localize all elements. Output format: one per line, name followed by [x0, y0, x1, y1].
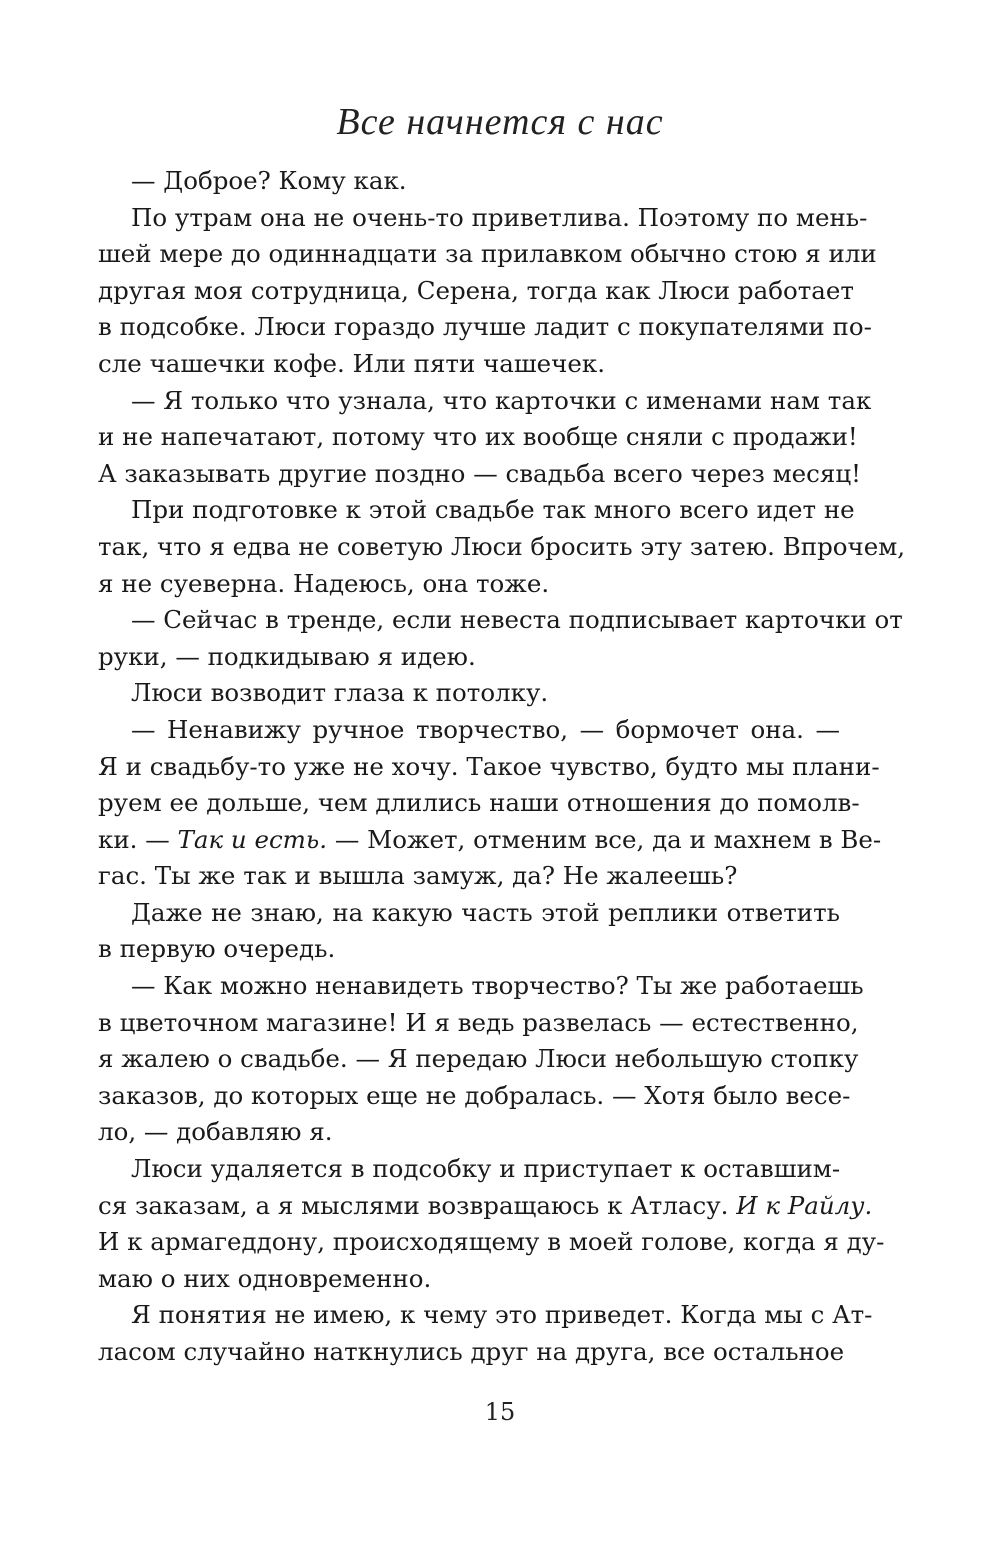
text-line: По утрам она не очень-то приветлива. Поэтому по мень- — [131, 202, 868, 232]
text-run: маю о них одновременно. — [98, 1263, 432, 1293]
text-line: Даже не знаю, на какую часть этой реплики ответить — [131, 897, 840, 927]
text-line: — Ненавижу ручное творчество, — бормочет она. — — [131, 714, 840, 744]
italic-text-run: Так и есть. — [177, 824, 328, 854]
text-line: я жалею о свадьбе. — Я передаю Люси небольшую стопку — [98, 1044, 859, 1074]
text-line: другая моя сотрудница, Серена, тогда как Люси работает — [98, 275, 854, 305]
paragraph — [98, 602, 903, 675]
text-line: шей мере до одиннадцати за прилавком обычно стою я или — [98, 239, 877, 269]
text-run: гас. Ты же так и вышла замуж, да? Не жалеешь? — [98, 861, 738, 891]
text-line: Я и свадьбу-то уже не хочу. Такое чувство, будто мы плани- — [98, 751, 880, 781]
paragraph — [98, 163, 840, 200]
text-line: — Сейчас в тренде, если невеста подписывает карточки от — [131, 605, 903, 635]
text-line — [98, 858, 840, 895]
text-run: — Может, отменим все, да и махнем в Ве- — [327, 824, 882, 854]
text-line: — Я только что узнала, что карточки с именами нам так — [131, 385, 872, 415]
text-line: При подготовке к этой свадьбе так много всего идет не — [131, 495, 855, 525]
paragraph — [98, 1297, 873, 1370]
text-line: Люси возводит глаза к потолку. — [131, 678, 549, 708]
text-line — [98, 1188, 873, 1225]
text-run: И к армагеддону, происходящему в моей голове, когда я ду- — [98, 1227, 885, 1257]
text-line: сле чашечки кофе. Или пяти чашечек. — [98, 348, 605, 378]
text-line: я не суеверна. Надеюсь, она тоже. — [98, 568, 550, 598]
text-line: ласом случайно наткнулись друг на друга, все остальное — [98, 1337, 845, 1366]
text-run: ся заказам, а я мыслями возвращаюсь к Атласу. — [98, 1190, 737, 1220]
text-line: ло, — добавляю я. — [98, 1117, 333, 1147]
running-header: Все начнется с нас — [336, 101, 664, 143]
paragraph — [98, 968, 864, 1151]
text-line: в первую очередь. — [98, 934, 336, 964]
italic-text-run: И к Райлу. — [736, 1190, 873, 1220]
paragraph — [98, 675, 840, 712]
text-line — [98, 1224, 885, 1261]
text-run: Люси удаляется в подсобку и приступает к оставшим- — [131, 1154, 841, 1184]
text-line: — Как можно ненавидеть творчество? Ты же работаешь — [131, 971, 864, 1001]
text-line: Я понятия не имею, к чему это приведет. Когда мы с Ат- — [131, 1300, 873, 1330]
text-line: и не напечатают, потому что их вообще сняли с продажи! — [98, 422, 858, 452]
text-line: руки, — подкидываю я идею. — [98, 641, 476, 671]
text-line: в подсобке. Люси гораздо лучше ладит с покупателями по- — [98, 312, 872, 342]
text-line — [98, 1151, 840, 1188]
text-line: руем ее дольше, чем длились наши отношения до помолв- — [98, 788, 860, 818]
text-line: А заказывать другие поздно — свадьба всего через месяц! — [98, 458, 861, 488]
paragraph — [98, 200, 877, 383]
text-line: так, что я едва не советую Люси бросить эту затею. Впрочем, — [98, 531, 906, 561]
page-number: 15 — [484, 1398, 516, 1426]
paragraph — [98, 1151, 885, 1297]
text-line — [98, 822, 882, 859]
body-text — [98, 163, 906, 1371]
paragraph — [98, 492, 906, 602]
paragraph — [98, 895, 840, 968]
text-line: в цветочном магазине! И я ведь развелась — естественно, — [98, 1007, 859, 1037]
paragraph — [98, 712, 882, 895]
paragraph — [98, 383, 872, 493]
text-line — [98, 1261, 840, 1298]
text-line: заказов, до которых еще не добралась. — Хотя было весе- — [98, 1080, 851, 1110]
text-line: — Доброе? Кому как. — [131, 166, 407, 195]
text-run: ки. — — [98, 824, 178, 854]
